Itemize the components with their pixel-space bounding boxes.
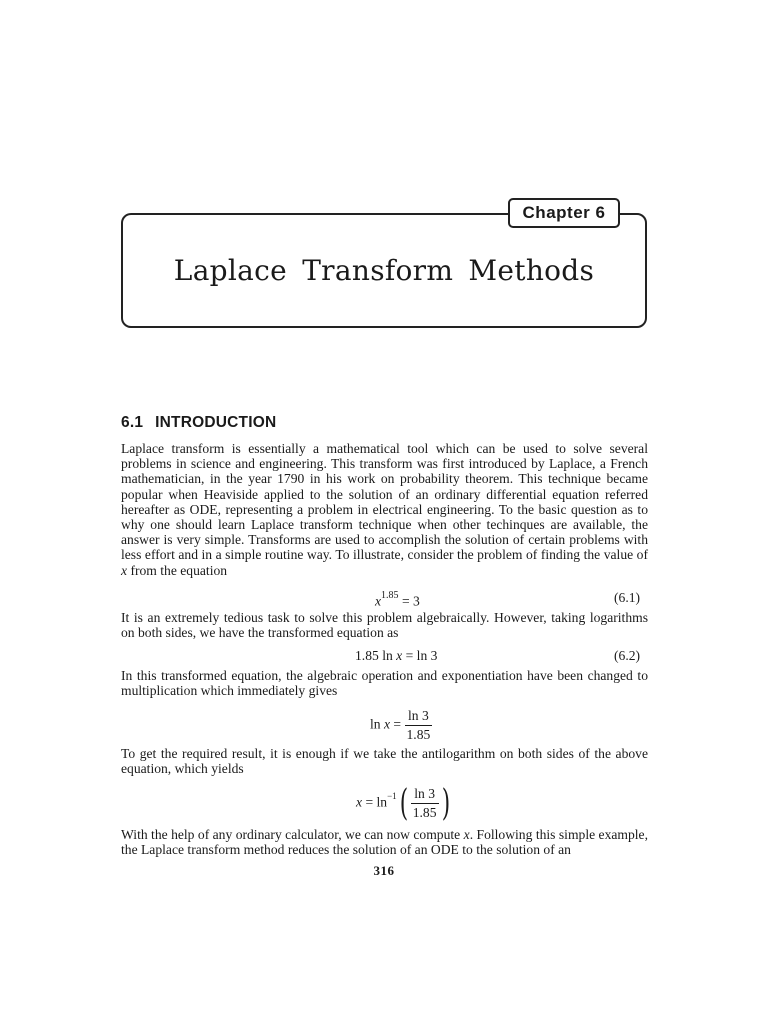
page-number: 316 (373, 863, 395, 878)
paragraph-conclusion (121, 827, 648, 857)
right-paren: ) (441, 782, 450, 824)
variable-x: x (121, 562, 128, 578)
equation-ln-x (370, 708, 432, 743)
eq-fn: = ln (362, 794, 388, 810)
paragraph-text: Laplace transform is essentially a mathematical tool which can be used to solve several problems in science and engineering. This transform was first introduced by Laplace, a French mathematician, in the year 1790 in his work on probability theorem. This technique became popular when Heaviside applied to the solution of an ordinary differential equation referred hereafter as ODE, representing a problem in electrical engineering. To the basic question as to why one should learn Laplace transform technique when other techinques are available, the answer is very simple. Transforms are used to accomplish the solution of certain problems with less effort and in a simple routine way. To illustrate, consider the problem of finding the value of (121, 441, 648, 563)
fraction-denominator: 1.85 (406, 727, 431, 742)
fraction (405, 708, 433, 743)
section-number: 6.1 (121, 414, 144, 431)
paragraph-intro (121, 441, 648, 578)
left-paren: ( (399, 782, 408, 824)
fraction-denominator: 1.85 (412, 805, 437, 820)
equation-number: (6.1) (614, 590, 641, 605)
fraction (411, 786, 439, 821)
paragraph-text: With the help of any ordinary calculator, we can now compute (121, 827, 461, 842)
section-title: INTRODUCTION (155, 414, 277, 431)
eq-lhs: 1.85 ln (355, 648, 397, 663)
eq-rhs: = 3 (398, 593, 420, 609)
section-heading (121, 414, 276, 432)
paragraph-text: . Following this simple example, the Laplace transform method reduces the solution of an ODE to the solution of an (121, 827, 648, 858)
chapter-label: Chapter 6 (508, 198, 620, 228)
eq-var: x (396, 648, 403, 663)
eq-exponent: −1 (387, 791, 397, 802)
equation-6-2 (355, 648, 437, 663)
eq-var: x (375, 593, 382, 609)
paragraph-antilog: To get the required result, it is enough if we take the antilogarithm on both sides of the above equation, which yields (121, 746, 648, 777)
equation-x-antilog (356, 782, 453, 824)
eq-fn: ln (370, 716, 384, 732)
variable-x: x (463, 827, 470, 842)
eq-var: x (356, 794, 363, 810)
eq-rhs: = ln 3 (402, 648, 438, 663)
eq-exponent: 1.85 (381, 590, 399, 601)
paragraph-logarithms: It is an extremely tedious task to solve this problem algebraically. However, taking logarithms on both sides, we have the transformed equation as (121, 610, 648, 641)
equation-number: (6.2) (614, 648, 641, 663)
chapter-title: Laplace Transform Methods (173, 254, 595, 287)
paragraph-transformed: In this transformed equation, the algebraic operation and exponentiation have been changed to multiplication which immediately gives (121, 668, 648, 699)
eq-sign: = (390, 716, 405, 732)
equation-6-1 (375, 590, 420, 609)
fraction-numerator: ln 3 (408, 708, 429, 723)
eq-var: x (383, 716, 391, 732)
fraction-numerator: ln 3 (414, 786, 435, 801)
paragraph-text: from the equation (127, 562, 228, 578)
